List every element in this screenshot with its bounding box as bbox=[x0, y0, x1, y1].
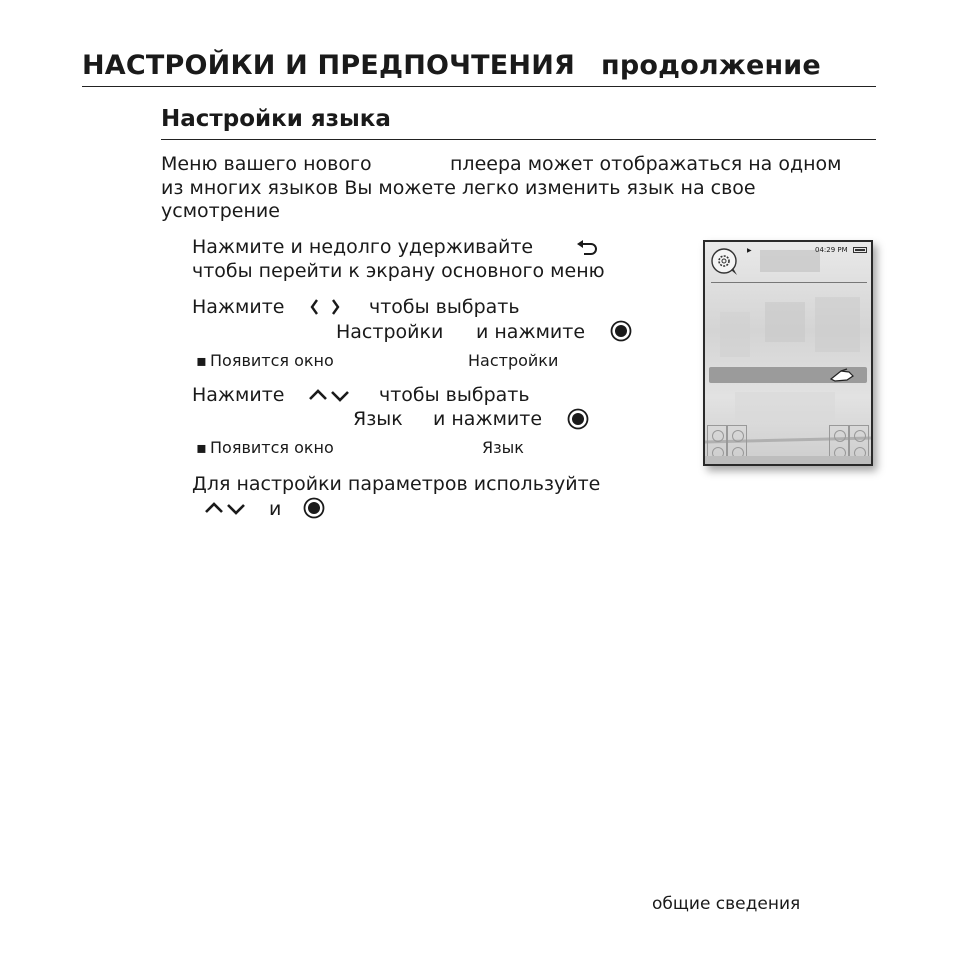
note-bullet: ▪ bbox=[196, 438, 207, 457]
page-title-main: НАСТРОЙКИ И ПРЕДПОЧТЕНИЯ bbox=[82, 50, 576, 81]
page-title-continued: продолжение bbox=[601, 50, 821, 81]
page-title bbox=[82, 50, 821, 81]
play-status-icon: ▶ bbox=[747, 247, 752, 254]
step-3-target: Язык bbox=[353, 408, 403, 430]
step-3-action: и нажмите bbox=[433, 408, 543, 430]
step-3-prefix: Нажмите bbox=[192, 384, 285, 406]
note-bullet: ▪ bbox=[196, 351, 207, 370]
pointing-hand-icon bbox=[827, 367, 857, 383]
up-down-icon bbox=[306, 386, 354, 408]
intro-line-2: из многих языков Вы можете легко изменить язык на свое bbox=[161, 177, 756, 199]
back-icon bbox=[574, 239, 600, 261]
section-title: Настройки языка bbox=[161, 106, 391, 132]
step-1-line-2: чтобы перейти к экрану основного меню bbox=[192, 260, 605, 282]
select-button-icon bbox=[303, 497, 325, 523]
device-bottom-strip bbox=[705, 456, 871, 464]
step-2-prefix: Нажмите bbox=[192, 296, 285, 318]
footer-section-label: общие сведения bbox=[652, 894, 801, 914]
step-3-suffix: чтобы выбрать bbox=[379, 384, 530, 406]
device-header-divider bbox=[711, 282, 867, 283]
section-rule bbox=[161, 139, 876, 140]
device-clock: 04:29 PM bbox=[815, 246, 848, 254]
left-right-icon bbox=[308, 297, 342, 321]
up-down-icon bbox=[202, 499, 250, 521]
note-2-text: Появится окно bbox=[210, 438, 334, 457]
intro-line-1b: плеера может отображаться на одном bbox=[450, 153, 842, 175]
select-button-icon bbox=[567, 408, 589, 434]
step-2-target: Настройки bbox=[336, 321, 444, 343]
note-1-text: Появится окно bbox=[210, 351, 334, 370]
intro-line-3: усмотрение bbox=[161, 200, 280, 222]
intro-line-1a: Меню вашего нового bbox=[161, 153, 372, 175]
device-screen bbox=[703, 240, 873, 466]
note-1-target: Настройки bbox=[468, 351, 559, 370]
step-4-line-1: Для настройки параметров используйте bbox=[192, 473, 601, 495]
step-4-conj: и bbox=[269, 498, 282, 520]
title-rule bbox=[82, 86, 876, 87]
step-1-line-1: Нажмите и недолго удерживайте bbox=[192, 236, 534, 258]
step-2-action: и нажмите bbox=[476, 321, 586, 343]
select-button-icon bbox=[610, 320, 632, 346]
settings-gear-icon bbox=[711, 248, 739, 276]
battery-icon bbox=[853, 247, 867, 253]
step-2-suffix: чтобы выбрать bbox=[369, 296, 520, 318]
note-2-target: Язык bbox=[482, 438, 524, 457]
